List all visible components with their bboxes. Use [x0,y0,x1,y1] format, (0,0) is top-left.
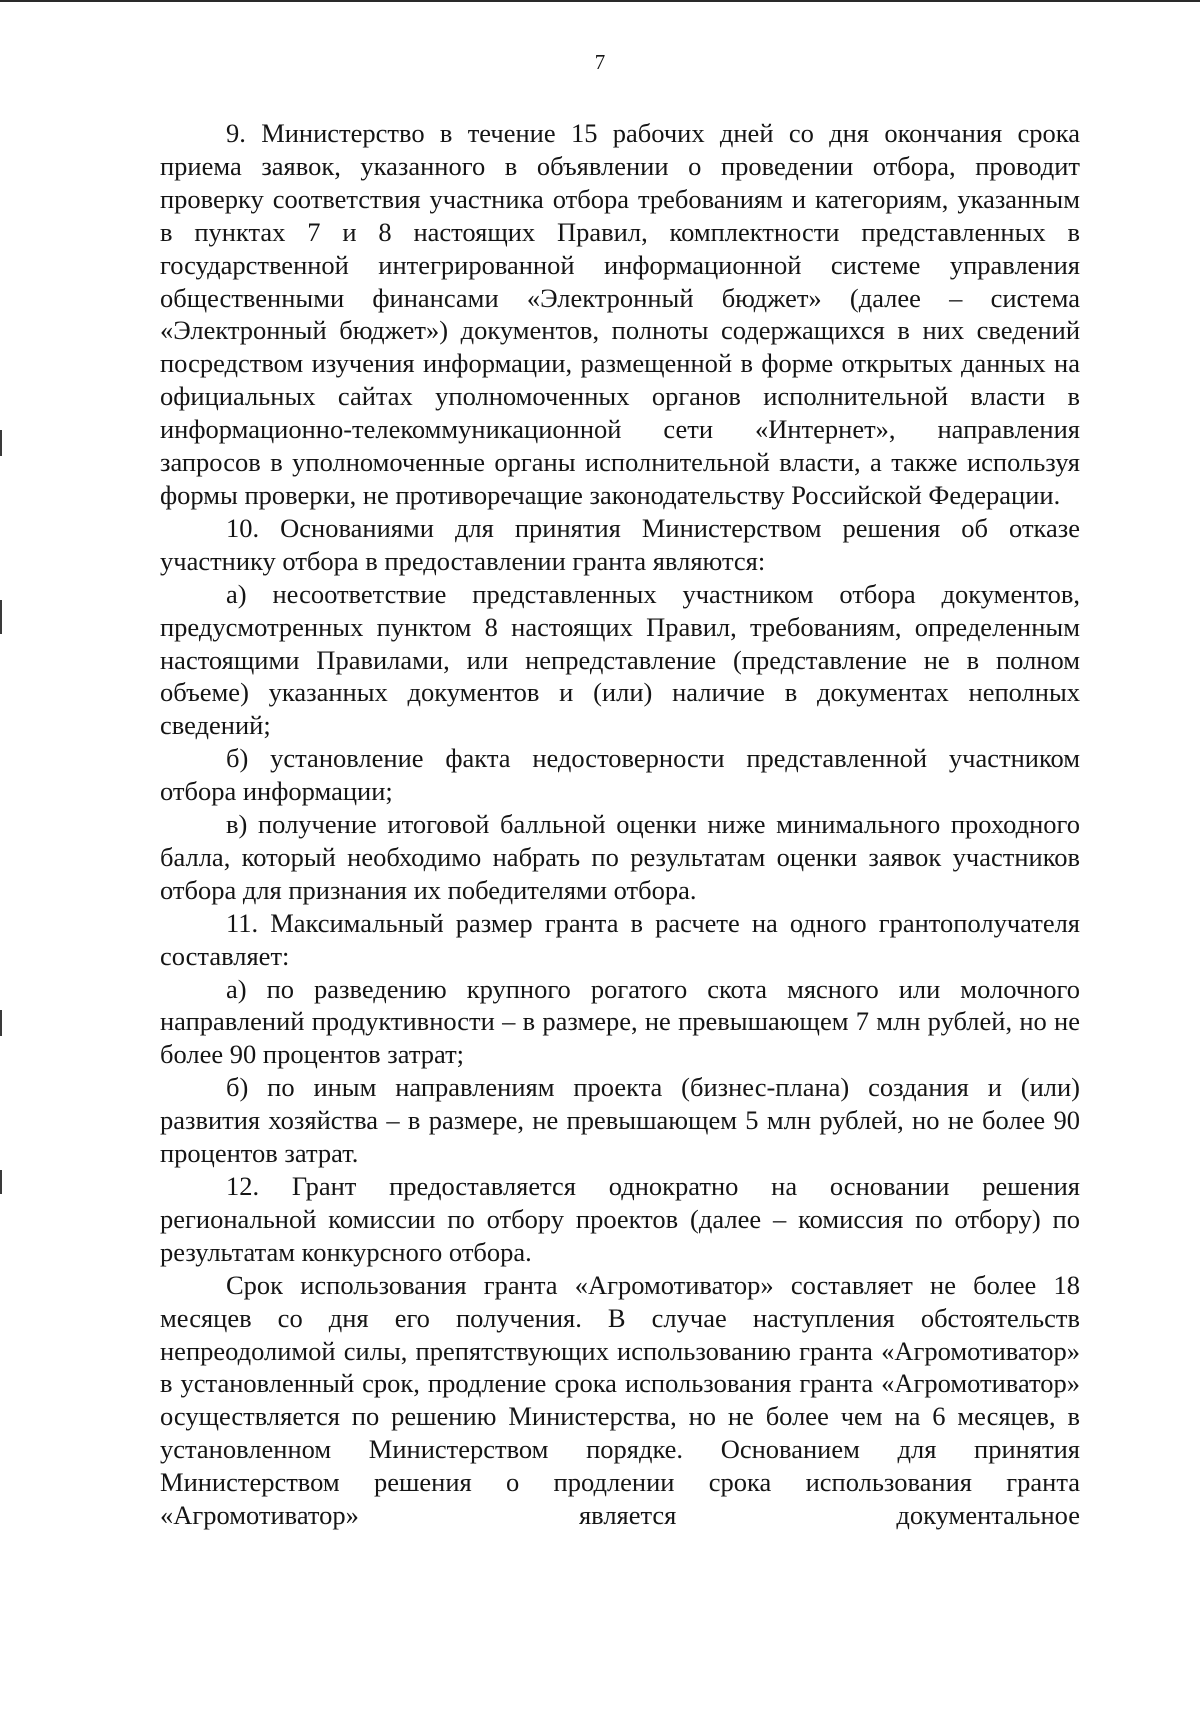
page-number: 7 [594,50,606,74]
paragraph-10-item-b: б) установление факта недостоверности представленной участником отбора информации; [160,743,1080,807]
scan-left-mark [0,430,2,456]
scan-left-mark [0,1010,2,1036]
paragraph-12: 12. Грант предоставляется однократно на основании решения региональной комиссии по отбору проектов (далее – комиссия по отбору) по результатам конкурсного отбора. [160,1171,1080,1267]
paragraph-11-item-b: б) по иным направлениям проекта (бизнес-плана) создания и (или) развития хозяйства – в размере, не превышающем 5 млн рублей, но не более 90 процентов затрат. [160,1072,1080,1169]
paragraph-12-continuation: Срок использования гранта «Агромотиватор» составляет не более 18 месяцев со дня его получения. В случае наступления обстоятельств непреодолимой силы, препятствующих использованию гранта «Агромотиватор» в установленный срок, продление срока использования гранта «Агромотиватор» осуществляется по решению Министерства, но не более чем на 6 месяцев, в установленном Министерством порядке. Основанием для принятия Министерством решения о продлении срока использования гранта «Агромотиватор» является документальное [160,1269,1080,1531]
document-body [160,117,1080,1532]
scan-left-mark [0,1170,2,1194]
paragraph-10-item-a: а) несоответствие представленных участником отбора документов, предусмотренных пунктом 8 настоящих Правил, требованиям, определенным настоящими Правилами, или непредставление (представление не в полном объеме) указанных документов и (или) наличие в документах неполных сведений; [160,578,1080,741]
paragraph-11-item-a: а) по разведению крупного рогатого скота мясного или молочного направлений продуктивности – в размере, не превышающем 7 млн рублей, но не более 90 процентов затрат; [160,973,1080,1070]
scan-left-mark [0,600,2,634]
paragraph-11: 11. Максимальный размер гранта в расчете на одного грантополучателя составляет: [160,907,1080,971]
paragraph-10-item-v: в) получение итоговой балльной оценки ниже минимального проходного балла, который необходимо набрать по результатам оценки заявок участников отбора для признания их победителями отбора. [160,809,1080,905]
paragraph-9: 9. Министерство в течение 15 рабочих дней со дня окончания срока приема заявок, указанного в объявлении о проведении отбора, проводит проверку соответствия участника отбора требованиям и категориям, указанным в пунктах 7 и 8 настоящих Правил, комплектности представленных в государственной интегрированной информационной системе управления общественными финансами «Электронный бюджет» (далее – система «Электронный бюджет») документов, полноты содержащихся в них сведений посредством изучения информации, размещенной в форме открытых данных на официальных сайтах уполномоченных органов исполнительной власти в информационно-телекоммуникационной сети «Интернет», направления запросов в уполномоченные органы исполнительной власти, а также используя формы проверки, не противоречащие законодательству Российской Федерации. [160,118,1080,510]
scan-top-edge [0,0,1200,2]
paragraph-10: 10. Основаниями для принятия Министерством решения об отказе участнику отбора в предоставлении гранта являются: [160,512,1080,576]
